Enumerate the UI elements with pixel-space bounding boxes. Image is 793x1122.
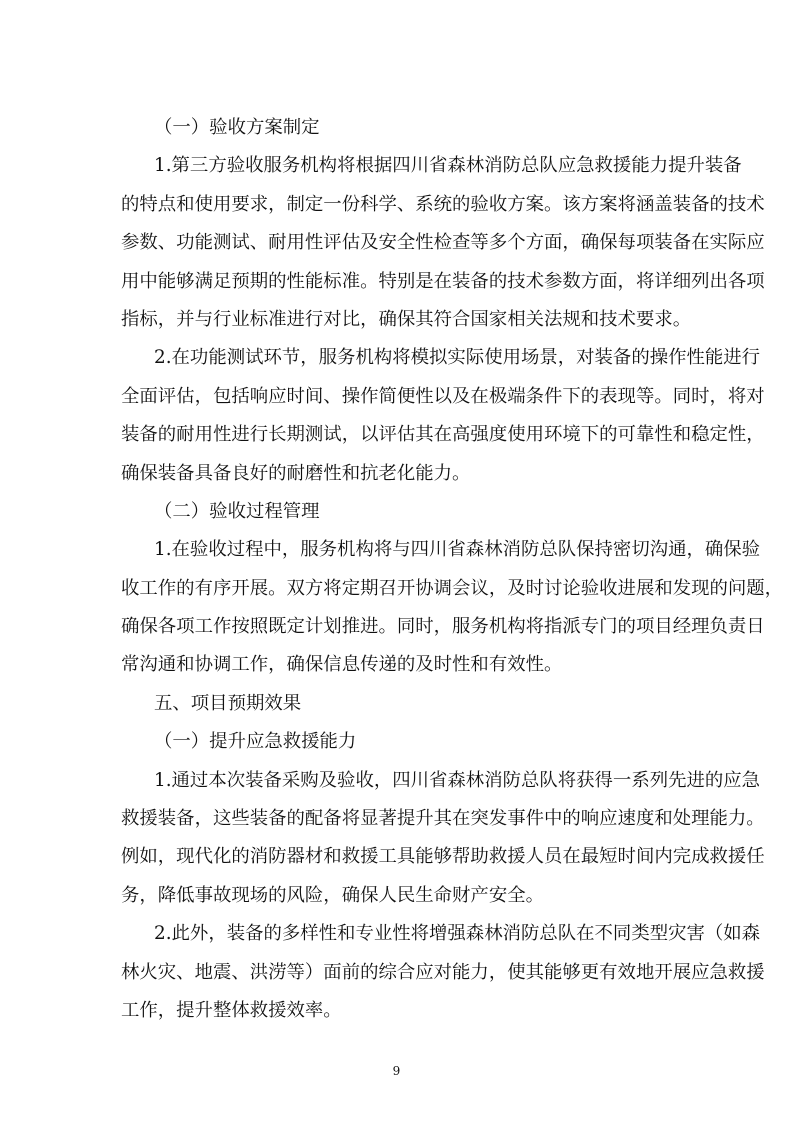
text-line: 务，降低事故现场的风险，确保人民生命财产安全。 bbox=[121, 884, 544, 906]
text-line: 1.通过本次装备采购及验收，四川省森林消防总队将获得一系列先进的应急 bbox=[154, 769, 761, 791]
text-line: 2.此外，装备的多样性和专业性将增强森林消防总队在不同类型灾害（如森 bbox=[154, 923, 761, 945]
section-heading bbox=[121, 109, 681, 147]
text-line: 救援装备，这些装备的配备将显著提升其在突发事件中的响应速度和处理能力。 bbox=[121, 808, 765, 830]
text-line: 2.在功能测试环节，服务机构将模拟实际使用场景，对装备的操作性能进行 bbox=[154, 347, 761, 369]
text-line: （一）验收方案制定 bbox=[154, 117, 320, 138]
document-body bbox=[121, 109, 784, 1030]
text-line: 五、项目预期效果 bbox=[154, 692, 302, 714]
text-line: 装备的耐用性进行长期测试，以评估其在高强度使用环境下的可靠性和稳定性， bbox=[121, 424, 765, 446]
text-line: 全面评估，包括响应时间、操作简便性以及在极端条件下的表现等。同时，将对 bbox=[121, 385, 765, 407]
page-number: 9 bbox=[392, 1064, 401, 1078]
paragraph bbox=[121, 762, 765, 916]
text-line: 收工作的有序开展。双方将定期召开协调会议，及时讨论验收进展和发现的问题， bbox=[121, 577, 784, 599]
paragraph bbox=[121, 915, 765, 1030]
section-heading bbox=[121, 493, 681, 531]
paragraph bbox=[121, 339, 765, 493]
paragraph bbox=[121, 147, 765, 339]
text-line: 的特点和使用要求，制定一份科学、系统的验收方案。该方案将涵盖装备的技术 bbox=[121, 193, 765, 215]
text-line: 用中能够满足预期的性能标准。特别是在装备的技术参数方面，将详细列出各项 bbox=[121, 270, 765, 292]
text-line: 确保装备具备良好的耐磨性和抗老化能力。 bbox=[121, 462, 471, 484]
paragraph bbox=[121, 531, 784, 685]
text-line: 林火灾、地震、洪涝等）面前的综合应对能力，使其能够更有效地开展应急救援 bbox=[121, 961, 765, 983]
text-line: （一）提升应急救援能力 bbox=[154, 731, 357, 753]
text-line: 例如，现代化的消防器材和救援工具能够帮助救援人员在最短时间内完成救援任 bbox=[121, 846, 765, 868]
text-line: 1.在验收过程中，服务机构将与四川省森林消防总队保持密切沟通，确保验 bbox=[154, 539, 761, 561]
section-heading bbox=[121, 685, 681, 723]
section-heading bbox=[121, 723, 681, 761]
text-line: 1.第三方验收服务机构将根据四川省森林消防总队应急救援能力提升装备 bbox=[154, 155, 742, 177]
text-line: 指标，并与行业标准进行对比，确保其符合国家相关法规和技术要求。 bbox=[121, 308, 692, 330]
text-line: 确保各项工作按照既定计划推进。同时，服务机构将指派专门的项目经理负责日 bbox=[121, 616, 765, 638]
text-line: （二）验收过程管理 bbox=[154, 500, 320, 522]
text-line: 工作，提升整体救援效率。 bbox=[121, 999, 342, 1021]
text-line: 参数、功能测试、耐用性评估及安全性检查等多个方面，确保每项装备在实际应 bbox=[121, 232, 765, 254]
text-line: 常沟通和协调工作，确保信息传递的及时性和有效性。 bbox=[121, 654, 563, 676]
